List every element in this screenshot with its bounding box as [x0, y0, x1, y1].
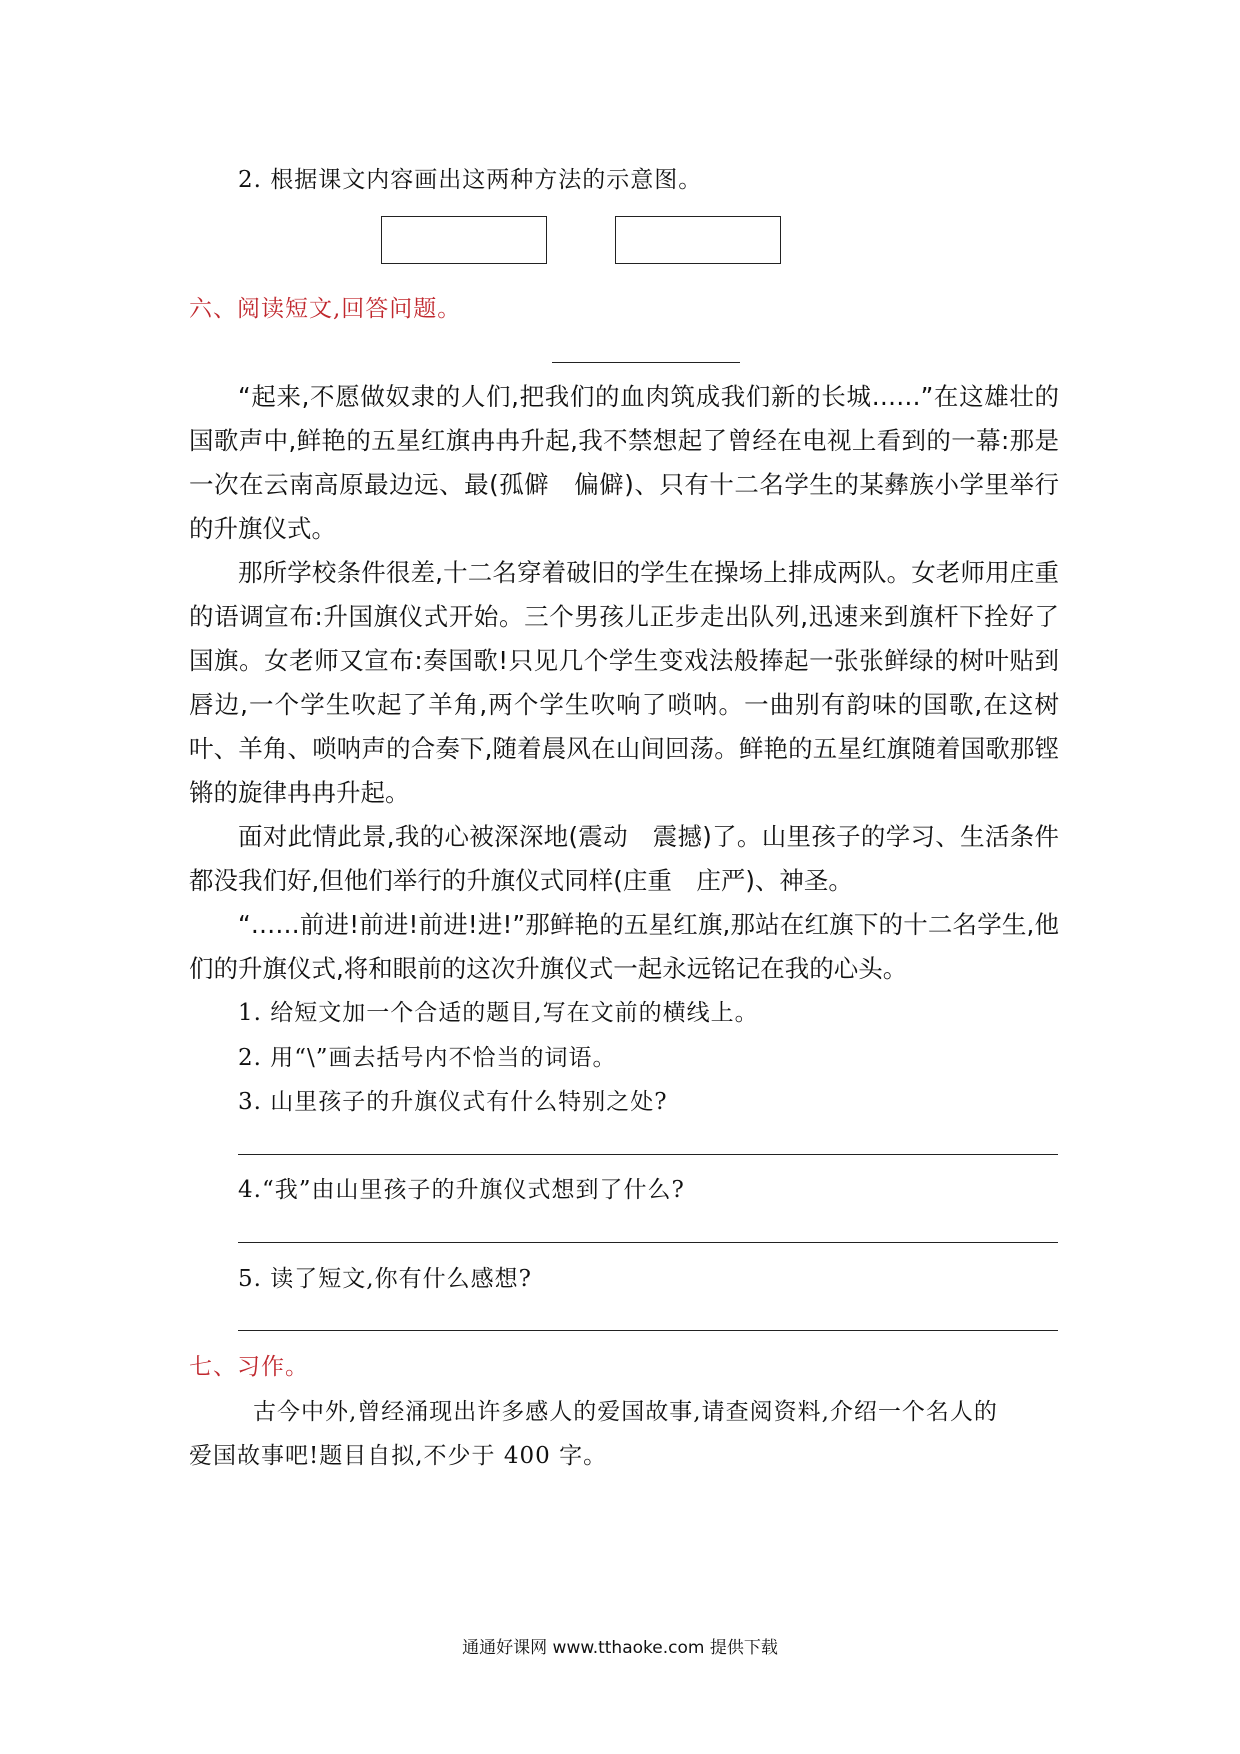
diagram-box-2 [615, 216, 781, 264]
diagram-box-1 [381, 216, 547, 264]
passage-paragraph-4: “……前进!前进!前进!进!”那鲜艳的五星红旗,那站在红旗下的十二名学生,他们的升旗仪式,将和眼前的这次升旗仪式一起永远铭记在我的心头。 [189, 910, 1059, 983]
question-5-feelings: 5. 读了短文,你有什么感想? [238, 1266, 532, 1292]
section-6-heading: 六、阅读短文,回答问题。 [189, 296, 462, 322]
answer-line-3 [238, 1154, 1058, 1155]
passage-paragraph-1: “起来,不愿做奴隶的人们,把我们的血肉筑成我们新的长城……”在这雄壮的国歌声中,鲜艳的五星红旗冉冉升起,我不禁想起了曾经在电视上看到的一幕:那是一次在云南高原最边远、最(孤僻 偏僻)、只有十二名学生的某彝族小学里举行的升旗仪式。 [189, 382, 1059, 543]
page-footer: 通通好课网 www.tthaoke.com 提供下载 [462, 1638, 778, 1658]
question-2-draw-diagram: 2. 根据课文内容画出这两种方法的示意图。 [238, 167, 703, 193]
question-3-special: 3. 山里孩子的升旗仪式有什么特别之处? [238, 1089, 668, 1115]
title-blank-line [552, 362, 740, 363]
question-4-thoughts: 4.“我”由山里孩子的升旗仪式想到了什么? [238, 1177, 685, 1203]
question-2-cross-out: 2. 用“\”画去括号内不恰当的词语。 [238, 1045, 617, 1071]
passage-body [189, 375, 1059, 991]
passage-paragraph-3: 面对此情此景,我的心被深深地(震动 震撼)了。山里孩子的学习、生活条件都没我们好,但他们举行的升旗仪式同样(庄重 庄严)、神圣。 [189, 822, 1059, 895]
composition-prompt-line-1: 古今中外,曾经涌现出许多感人的爱国故事,请查阅资料,介绍一个名人的 [253, 1399, 998, 1425]
composition-prompt-line-2: 爱国故事吧!题目自拟,不少于 400 字。 [189, 1443, 608, 1469]
answer-line-5 [238, 1330, 1058, 1331]
answer-line-4 [238, 1242, 1058, 1243]
section-7-heading: 七、习作。 [189, 1354, 309, 1380]
question-1-title: 1. 给短文加一个合适的题目,写在文前的横线上。 [238, 1000, 759, 1026]
passage-paragraph-2: 那所学校条件很差,十二名穿着破旧的学生在操场上排成两队。女老师用庄重的语调宣布:升国旗仪式开始。三个男孩儿正步走出队列,迅速来到旗杆下拴好了国旗。女老师又宣布:奏国歌!只见几个学生变戏法般捧起一张张鲜绿的树叶贴到唇边,一个学生吹起了羊角,两个学生吹响了唢呐。一曲别有韵味的国歌,在这树叶、羊角、唢呐声的合奏下,随着晨风在山间回荡。鲜艳的五星红旗随着国歌那铿锵的旋律冉冉升起。 [189, 558, 1059, 807]
